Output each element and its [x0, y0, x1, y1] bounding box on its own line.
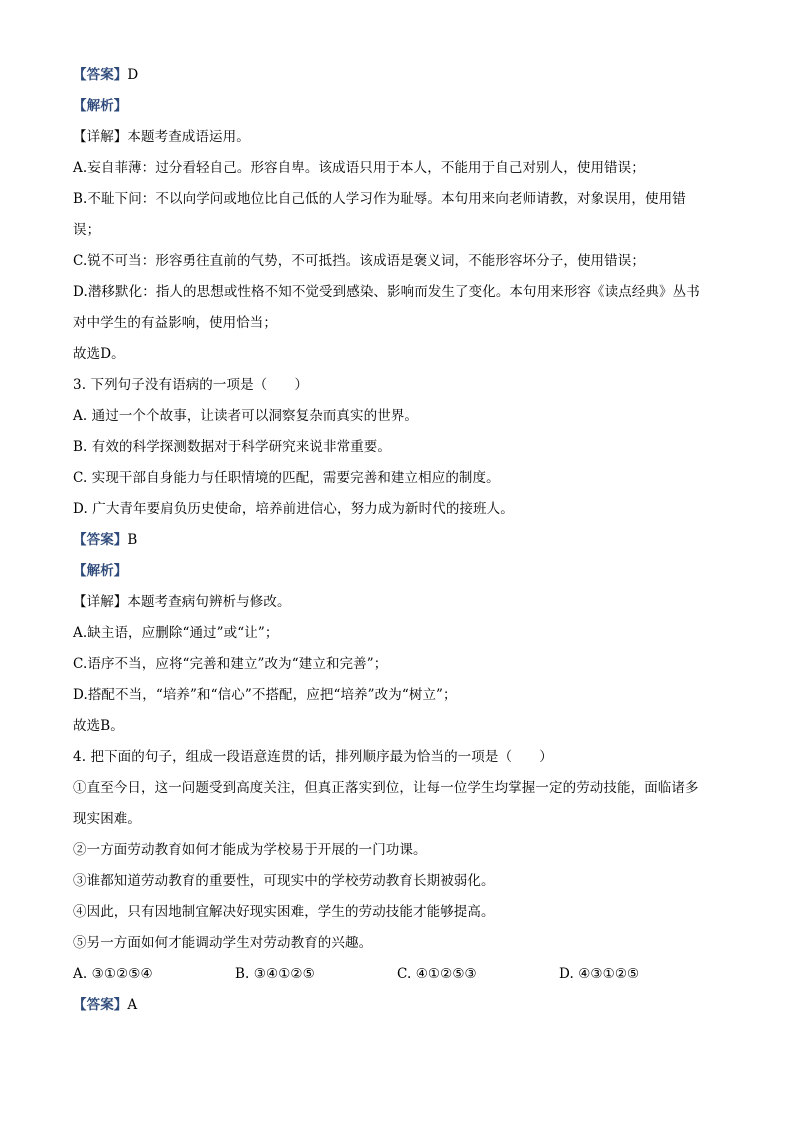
explanation-line: D.潜移默化：指人的思想或性格不知不觉受到感染、影响而发生了变化。本句用来形容《读点经典》丛书: [73, 284, 700, 300]
q3-explanation-line: D.搭配不当，“培养”和“信心”不搭配，应把“培养”改为“树立”；: [73, 687, 457, 703]
answer-value: B: [127, 532, 138, 548]
question-4-option-a: A. ③①②⑤④: [73, 966, 153, 982]
analysis-tag: 【解析】: [73, 98, 128, 114]
detail-line: [73, 122, 728, 153]
question-4-options: [73, 959, 728, 990]
question-4-option-c: C. ④①②⑤③: [397, 966, 477, 982]
question-4-option-b: B. ③④①②⑤: [235, 966, 315, 982]
answer-tag: 【答案】: [73, 997, 128, 1013]
question-4-sentence: ⑤另一方面如何才能调动学生对劳动教育的兴趣。: [73, 935, 373, 951]
question-4-option-d: D. ④③①②⑤: [559, 966, 640, 982]
answer-tag: 【答案】: [73, 67, 128, 83]
detail-text: 本题考查成语运用。: [127, 129, 250, 145]
q3-conclusion-line: 故选B。: [73, 718, 124, 734]
question-4-sentence: ①直至今日，这一问题受到高度关注，但真正落实到位，让每一位学生均掌握一定的劳动技能，面临诸多: [73, 780, 699, 796]
q3-explanation-line: C.语序不当，应将“完善和建立”改为“建立和完善”；: [73, 656, 388, 672]
analysis-line: [73, 91, 728, 122]
question-3-stem: 3. 下列句子没有语病的一项是（ ）: [73, 377, 309, 393]
question-3-option-b: B. 有效的科学探测数据对于科学研究来说非常重要。: [73, 439, 392, 455]
q4-answer-line: [73, 990, 728, 1021]
conclusion-line: 故选D。: [73, 346, 125, 362]
q3-explanation-line: A.缺主语，应删除“通过”或“让”；: [73, 625, 279, 641]
answer-value: D: [127, 67, 139, 83]
document-page: [73, 60, 728, 1021]
question-4-sentence: ②一方面劳动教育如何才能成为学校易于开展的一门功课。: [73, 842, 427, 858]
q3-answer-line: [73, 525, 728, 556]
question-4-sentence: ④因此，只有因地制宜解决好现实困难，学生的劳动技能才能够提高。: [73, 904, 495, 920]
question-3-option-a: A. 通过一个个故事，让读者可以洞察复杂而真实的世界。: [73, 408, 419, 424]
explanation-line: 对中学生的有益影响，使用恰当；: [73, 315, 277, 331]
detail-tag: 【详解】: [73, 594, 128, 610]
q3-analysis-line: [73, 556, 728, 587]
question-4-sentence: ③谁都知道劳动教育的重要性，可现实中的学校劳动教育长期被弱化。: [73, 873, 495, 889]
answer-value: A: [127, 997, 138, 1013]
detail-text: 本题考查病句辨析与修改。: [127, 594, 291, 610]
answer-line: [73, 60, 728, 91]
question-3-option-c: C. 实现干部自身能力与任职情境的匹配，需要完善和建立相应的制度。: [73, 470, 500, 486]
question-3-option-d: D. 广大青年要肩负历史使命，培养前进信心，努力成为新时代的接班人。: [73, 501, 514, 517]
question-4-stem: 4. 把下面的句子，组成一段语意连贯的话，排列顺序最为恰当的一项是（ ）: [73, 749, 553, 765]
q3-detail-line: [73, 587, 728, 618]
explanation-line: 误；: [73, 222, 101, 238]
detail-tag: 【详解】: [73, 129, 128, 145]
explanation-line: B.不耻下问：不以向学问或地位比自己低的人学习作为耻辱。本句用来向老师请教，对象误用，使用错: [73, 191, 686, 207]
explanation-line: A.妄自菲薄：过分看轻自己。形容自卑。该成语只用于本人，不能用于自己对别人，使用错误；: [73, 160, 645, 176]
answer-tag: 【答案】: [73, 532, 128, 548]
explanation-line: C.锐不可当：形容勇往直前的气势，不可抵挡。该成语是褒义词，不能形容坏分子，使用错误；: [73, 253, 645, 269]
analysis-tag: 【解析】: [73, 563, 128, 579]
question-4-sentence: 现实困难。: [73, 811, 141, 827]
